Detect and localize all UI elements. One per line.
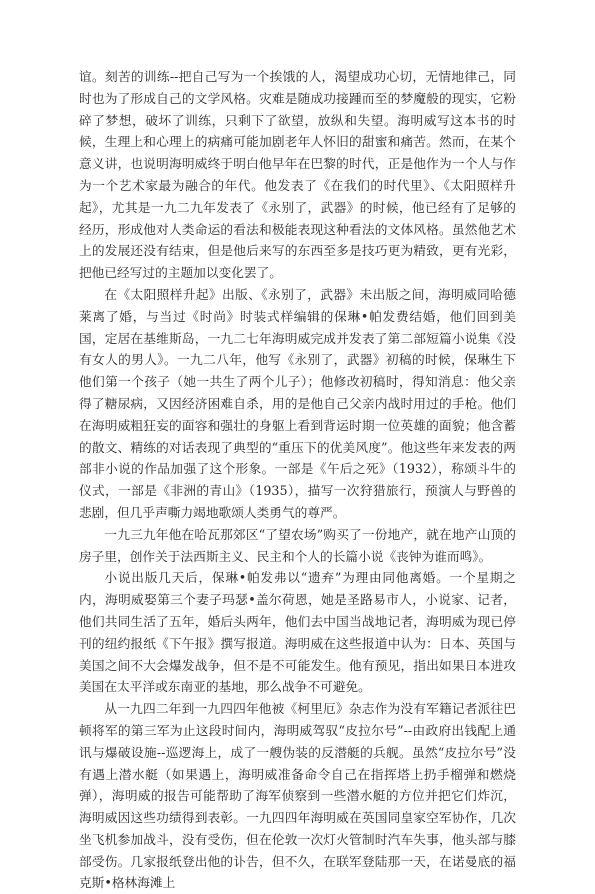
- paragraph: 从一九四二年到一九四四年他被《柯里厄》杂志作为没有军籍记者派往巴顿将军的第三军为止这段时间内，海明威驾驭“皮拉尔号”--由政府出钱配上通讯与爆破设施--巡逻海上，成了一艘伪装的反潜艇的兵舰。虽然“皮拉尔号”没有遇上潜水艇（如果遇上，海明威准备命令自己在指挥塔上扔手榴弹和燃烧弹），海明威的报告可能帮助了海军侦察到一些潜水艇的方位并把它们炸沉，海明威因这些功绩得到表彰。一九四四年海明威在英国同皇家空军协作，几次坐飞机参加战斗，没有受伤，但在伦敦一次灯火管制时汽车失事，他头部与膝部受伤。几家报纸登出他的讣告，但不久，在联军登陆那一天，在诺曼底的福克斯•格林海滩上: [79, 701, 516, 891]
- paragraph: 小说出版几天后，保琳•帕发弗以“遗弃”为理由同他离婚。一个星期之内，海明威娶第三个妻子玛瑟•盖尔荷恩，她是圣路易市人，小说家、记者，他们共同生活了五年，婚后头两年，他们去中国当战地记者，海明威为现已停刊的纽约报纸《下午报》撰写报道。海明威在这些报道中认为：日本、英国与美国之间不大会爆发战争，但不是不可能发生。他有预见，指出如果日本进攻美国在太平洋或东南亚的基地，那么战争不可避免。: [79, 570, 516, 695]
- paragraph: 在《太阳照样升起》出版、《永别了，武器》未出版之间，海明威同哈德莱离了婚，与当过《时尚》时装式样编辑的保琳•帕发费结婚，他们回到美国，定居在基维斯岛，一九二七年海明威完成并发表了第二部短篇小说集《没有女人的男人》。一九二八年，他写《永别了，武器》初稿的时候，保琳生下他们第一个孩子（她一共生了两个儿子）；他修改初稿时，得知消息：他父亲得了糖尿病，又因经济困难自杀，用的是他自己父亲内战时用过的手枪。他们在海明威粗狂妄的面容和强壮的身躯上看到背运时期一位英雄的面貌；他含蓄的散文、精练的对话表现了典型的“重压下的优美风度”。他这些年来发表的两部非小说的作品加强了这个形象。一部是《午后之死》（1932），称颂斗牛的仪式，一部是《非洲的青山》（1935），描写一次狩猎旅行，预演人与野兽的悲剧，但几乎声嘶力竭地歌颂人类勇气的尊严。: [79, 286, 516, 520]
- paragraph-continuation: 谊。刻苦的训练--把自己写为一个挨饿的人，渴望成功心切，无情地律己，同时也为了形成自己的文学风格。灾难是随成功接踵而至的梦魔般的现实，它粉碎了梦想，破坏了训练，只剩下了欲望，放纵和失望。海明威写这本书的时候，生理上和心理上的病痛可能加剧老年人怀旧的甜蜜和痛苦。然而，在某个意义讲，也说明海明威终于明白他早年在巴黎的时代，正是他作为一个人与作为一个艺术家最为融合的年代。他发表了《在我们的时代里》、《太阳照样升起》，尤其是一九二九年发表了《永别了，武器》的时候，他已经有了足够的经历，形成他对人类命运的看法和极能表现这种看法的文体风格。虽然他艺术上的发展还没有结束，但是他后来写的东西至多是技巧更为精致，更有光彩，把他已经写过的主题加以变化罢了。: [79, 69, 516, 281]
- paragraph: 一九三九年他在哈瓦那郊区“了望农场”购买了一份地产，就在地产山顶的房子里，创作关于法西斯主义、民主和个人的长篇小说《丧钟为谁而鸣》。: [79, 526, 516, 564]
- body-text: [79, 66, 516, 894]
